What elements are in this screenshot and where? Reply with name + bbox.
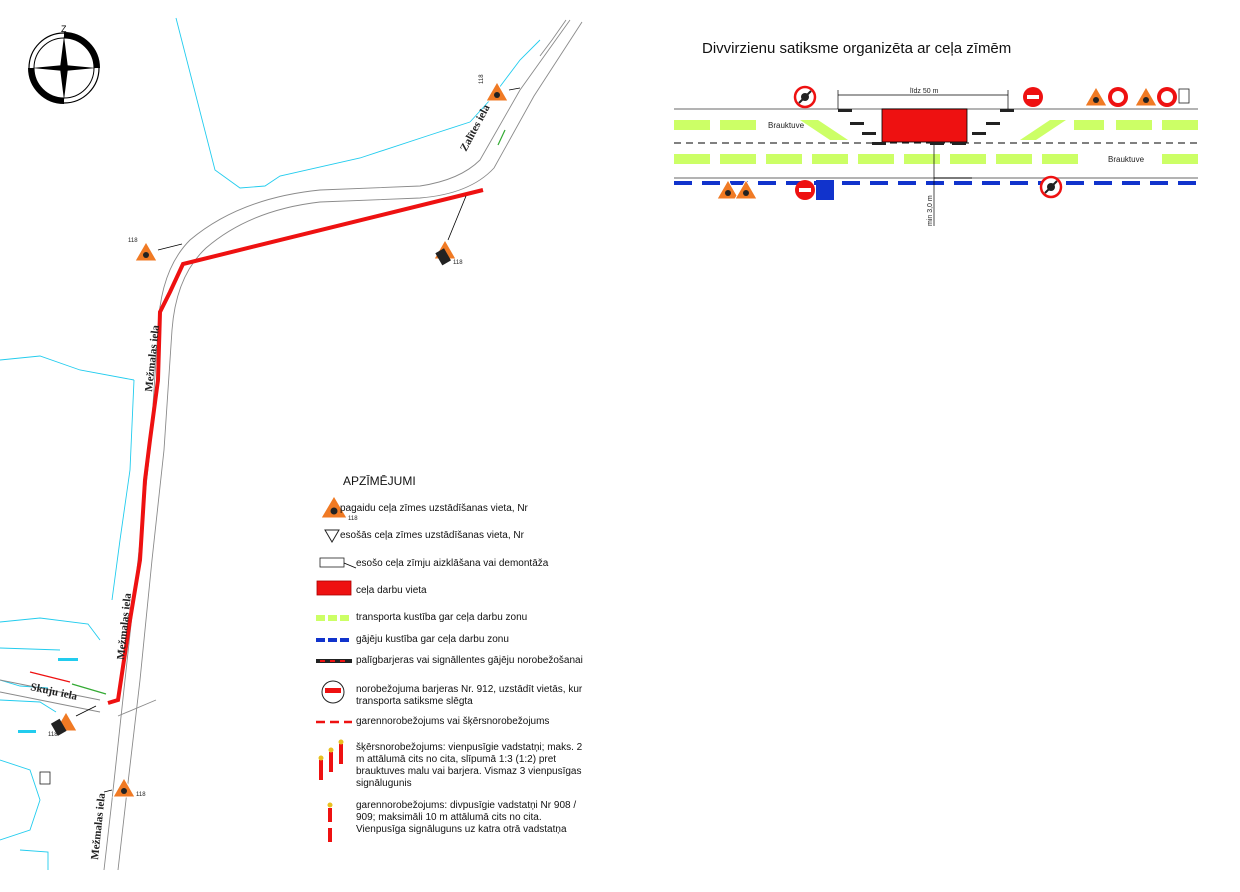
legend-existing-sign: esošās ceļa zīmes uzstādīšanas vieta, Nr — [340, 530, 524, 541]
legend-longitudinal-posts-icon — [328, 803, 333, 843]
diagram-blue-sign-icon — [816, 180, 834, 200]
sign-arrow — [158, 244, 182, 250]
legend-work-zone-icon — [317, 581, 351, 595]
compass-icon — [29, 24, 99, 103]
svg-text:118: 118 — [348, 516, 358, 522]
diagram-no-overtaking-icon — [1041, 177, 1061, 197]
sign-arrow — [509, 88, 520, 90]
legend-symbols — [316, 496, 358, 842]
legend-barrier: palīgbarjeras vai signāllentes gājēju norobežošanai — [356, 655, 583, 666]
svg-text:min 3,0 m: min 3,0 m — [927, 195, 934, 226]
street-mezmalas-2: Mežmalas iela — [115, 592, 134, 661]
svg-text:118: 118 — [128, 238, 138, 244]
svg-text:118: 118 — [453, 260, 463, 266]
legend-barrier-912: norobežojuma barjeras Nr. 912, uzstādīt vietās, kur transporta satiksme slēgta — [356, 684, 583, 707]
diagram-priority-icon — [1023, 87, 1043, 107]
legend-traffic: transporta kustība gar ceļa darbu zonu — [356, 612, 528, 623]
svg-text:Brauktuve: Brauktuve — [768, 121, 805, 130]
diagram-priority-icon — [795, 180, 815, 200]
street-mezmalas-3: Mežmalas iela — [89, 792, 108, 861]
sign-skuju-icon — [48, 712, 77, 738]
diagram-speed-icon — [1157, 87, 1177, 107]
legend-transverse-icon — [319, 740, 344, 781]
traffic-diagram — [674, 87, 1198, 226]
svg-text:Brauktuve: Brauktuve — [1108, 155, 1145, 164]
street-skuju: Skuju iela — [29, 681, 79, 703]
street-mezmalas-1: Mežmalas iela — [143, 324, 162, 393]
legend-title: APZĪMĒJUMI — [343, 474, 416, 488]
legend-transverse: šķērsnorobežojums: vienpusīgie vadstatņi; maks. 2 m attālumā cits no cita, slīpumā 1:3 (1:2) pret brauktuves malu vai barjera. Vismaz 3 vienpusīgas signālugunis — [356, 742, 583, 789]
sign-arrow — [104, 790, 112, 792]
diagram-work-zone — [882, 109, 967, 142]
sign-junction-icon — [434, 240, 463, 266]
diagram-warning-icon — [1135, 87, 1157, 106]
sign-zalites-icon — [479, 74, 508, 101]
legend-existing-sign-icon — [325, 530, 339, 542]
legend-longitudinal-posts: garennorobežojums: divpusīgie vadstatņi Nr 908 / 909; maksimāli 10 m attālumā cits no cita. Vienpusīga signāluguns uz katra otrā vadstatņa — [356, 800, 577, 835]
green-marks — [30, 130, 505, 694]
sign-bottom-icon — [113, 778, 146, 798]
diagram-warning-icon — [1085, 87, 1107, 106]
legend-pedestrian: gājēju kustība gar ceļa darbu zonu — [356, 634, 509, 645]
diagram-no-overtaking-icon — [795, 87, 815, 107]
legend-cover-sign: esošo ceļa zīmju aizklāšana vai demontāža — [356, 558, 549, 569]
sign-top-left-icon — [128, 238, 157, 261]
diagram-title: Divvirzienu satiksme organizēta ar ceļa zīmēm — [702, 40, 1012, 57]
map-marker — [58, 658, 78, 661]
legend-temp-sign: pagaidu ceļa zīmes uzstādīšanas vieta, Nr — [340, 503, 528, 514]
diagram-speed-icon — [1108, 87, 1128, 107]
svg-text:118: 118 — [479, 74, 485, 84]
legend-barrier-912-icon — [322, 681, 344, 703]
svg-text:līdz 50 m: līdz 50 m — [910, 88, 939, 95]
diagram-board-icon — [1179, 89, 1189, 103]
svg-text:118: 118 — [136, 792, 146, 798]
legend-barrier-icon — [316, 659, 352, 663]
compass-north-label: Z — [61, 24, 67, 34]
legend-longitudinal: garennorobežojums vai šķērsnorobežojums — [356, 716, 550, 727]
street-zalites: Zalītes iela — [458, 102, 493, 154]
sign-arrow — [448, 196, 466, 240]
legend-work-zone: ceļa darbu vieta — [356, 585, 427, 596]
map-marker — [40, 772, 50, 784]
svg-text:118: 118 — [48, 732, 58, 738]
map-marker — [18, 730, 36, 733]
legend-cover-sign-icon — [320, 558, 356, 568]
